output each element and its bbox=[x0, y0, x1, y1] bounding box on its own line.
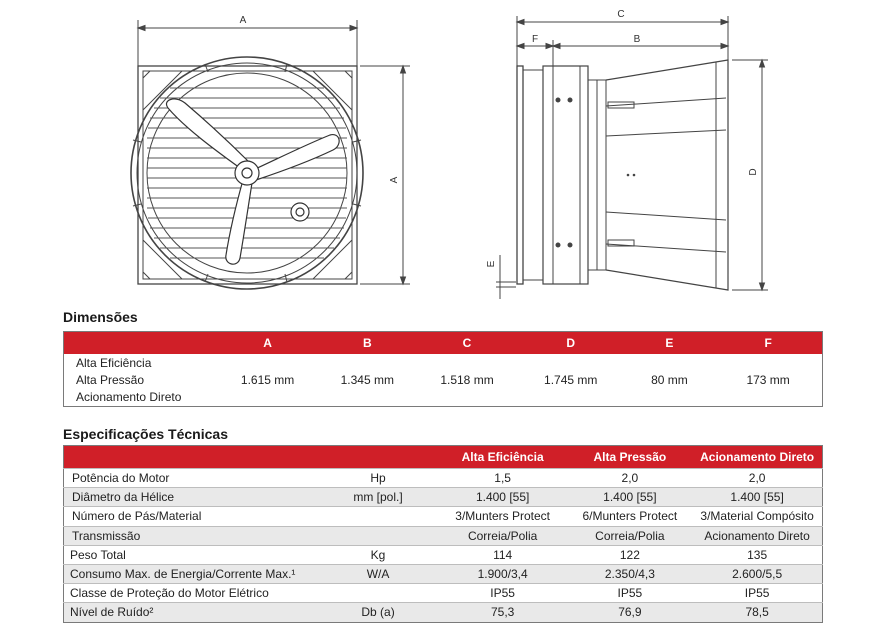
spec-row-value: 1.400 [55] bbox=[568, 488, 693, 507]
spec-row-value: IP55 bbox=[692, 584, 822, 603]
dimensions-values-row bbox=[64, 354, 823, 407]
dim-header-b: B bbox=[317, 332, 417, 355]
dim-label-d: D bbox=[748, 168, 759, 176]
dim-value-a: 1.615 mm bbox=[240, 373, 295, 387]
spec-row-value: Correia/Polia bbox=[568, 526, 693, 545]
spec-row-value: 1.400 [55] bbox=[692, 488, 822, 507]
spec-row-value: 2.350/4,3 bbox=[568, 564, 693, 583]
spec-row-value: 1,5 bbox=[438, 469, 568, 488]
dimensions-row-labels bbox=[64, 354, 218, 407]
dim-header-a: A bbox=[218, 332, 318, 355]
spec-header-acionamento-direto: Acionamento Direto bbox=[692, 446, 822, 469]
fan-side-view bbox=[496, 16, 768, 299]
specs-title: Especificações Técnicas bbox=[63, 426, 228, 442]
spec-row-value: 122 bbox=[568, 545, 693, 564]
dim-label-a-side: A bbox=[389, 176, 400, 184]
spec-row-label: Consumo Max. de Energia/Corrente Max.¹ bbox=[64, 564, 319, 583]
dimensions-table bbox=[63, 331, 823, 407]
spec-row-value: 78,5 bbox=[692, 603, 822, 622]
specs-header-blank bbox=[64, 446, 319, 469]
spec-row-label: Classe de Proteção do Motor Elétrico bbox=[64, 584, 319, 603]
spec-row-value: 76,9 bbox=[568, 603, 693, 622]
spec-row bbox=[64, 584, 823, 603]
spec-row-value: 6/Munters Protect bbox=[568, 507, 693, 526]
dim-label-b: B bbox=[633, 34, 641, 45]
spec-row-unit bbox=[318, 526, 438, 545]
spec-row-value: 2,0 bbox=[692, 469, 822, 488]
spec-row-unit: Kg bbox=[318, 545, 438, 564]
fan-blades bbox=[166, 99, 339, 264]
spec-header-alta-eficiencia: Alta Eficiência bbox=[438, 446, 568, 469]
spec-row bbox=[64, 469, 823, 488]
dim-row-label-3: Acionamento Direto bbox=[76, 389, 182, 404]
spec-row-value: 2,0 bbox=[568, 469, 693, 488]
spec-row-value: 3/Material Compósito bbox=[692, 507, 822, 526]
dim-row-label-2: Alta Pressão bbox=[76, 372, 145, 387]
spec-row-label: Potência do Motor bbox=[64, 469, 319, 488]
dim-label-e: E bbox=[486, 260, 497, 268]
spec-row-unit: W/A bbox=[318, 564, 438, 583]
spec-row-label: Nível de Ruído² bbox=[64, 603, 319, 622]
spec-row-value: 75,3 bbox=[438, 603, 568, 622]
spec-row-value: Correia/Polia bbox=[438, 526, 568, 545]
spec-row bbox=[64, 488, 823, 507]
dim-row-label-1: Alta Eficiência bbox=[76, 355, 152, 370]
spec-row-value: 2.600/5,5 bbox=[692, 564, 822, 583]
dim-header-f: F bbox=[714, 332, 822, 355]
spec-row-value: IP55 bbox=[568, 584, 693, 603]
spec-row-value: 1.900/3,4 bbox=[438, 564, 568, 583]
spec-row-unit: mm [pol.] bbox=[318, 488, 438, 507]
spec-header-alta-pressao: Alta Pressão bbox=[568, 446, 693, 469]
dim-label-a-top: A bbox=[239, 15, 247, 26]
spec-row-label: Peso Total bbox=[64, 545, 319, 564]
spec-row-value: IP55 bbox=[438, 584, 568, 603]
spec-row-unit bbox=[318, 507, 438, 526]
dim-label-f: F bbox=[531, 34, 539, 45]
dimensions-header-row bbox=[64, 332, 823, 355]
dim-header-d: D bbox=[517, 332, 625, 355]
spec-row bbox=[64, 603, 823, 622]
spec-row-unit bbox=[318, 584, 438, 603]
spec-row-label: Número de Pás/Material bbox=[64, 507, 319, 526]
dimensions-header-blank bbox=[64, 332, 218, 355]
specs-table bbox=[63, 445, 823, 623]
spec-row bbox=[64, 526, 823, 545]
dim-value-b: 1.345 mm bbox=[340, 373, 394, 387]
specs-header-row bbox=[64, 446, 823, 469]
spec-row-label: Transmissão bbox=[64, 526, 319, 545]
fan-front-view bbox=[131, 20, 410, 289]
spec-row-unit: Db (a) bbox=[318, 603, 438, 622]
dim-label-c: C bbox=[617, 9, 625, 20]
spec-row-label: Diâmetro da Hélice bbox=[64, 488, 319, 507]
spec-row-value: 135 bbox=[692, 545, 822, 564]
dim-header-c: C bbox=[417, 332, 517, 355]
dim-header-e: E bbox=[625, 332, 715, 355]
spec-row-unit: Hp bbox=[318, 469, 438, 488]
spec-row bbox=[64, 564, 823, 583]
dim-value-f: 173 mm bbox=[746, 373, 790, 387]
spec-row bbox=[64, 507, 823, 526]
spec-row-value: 1.400 [55] bbox=[438, 488, 568, 507]
dim-value-d: 1.745 mm bbox=[544, 373, 598, 387]
spec-row-value: Acionamento Direto bbox=[692, 526, 822, 545]
dim-value-e: 80 mm bbox=[651, 373, 688, 387]
specs-header-unit-blank bbox=[318, 446, 438, 469]
spec-row bbox=[64, 545, 823, 564]
dimensions-title: Dimensões bbox=[63, 309, 138, 325]
dim-value-c: 1.518 mm bbox=[440, 373, 494, 387]
spec-row-value: 114 bbox=[438, 545, 568, 564]
spec-row-value: 3/Munters Protect bbox=[438, 507, 568, 526]
technical-drawings bbox=[0, 0, 885, 300]
